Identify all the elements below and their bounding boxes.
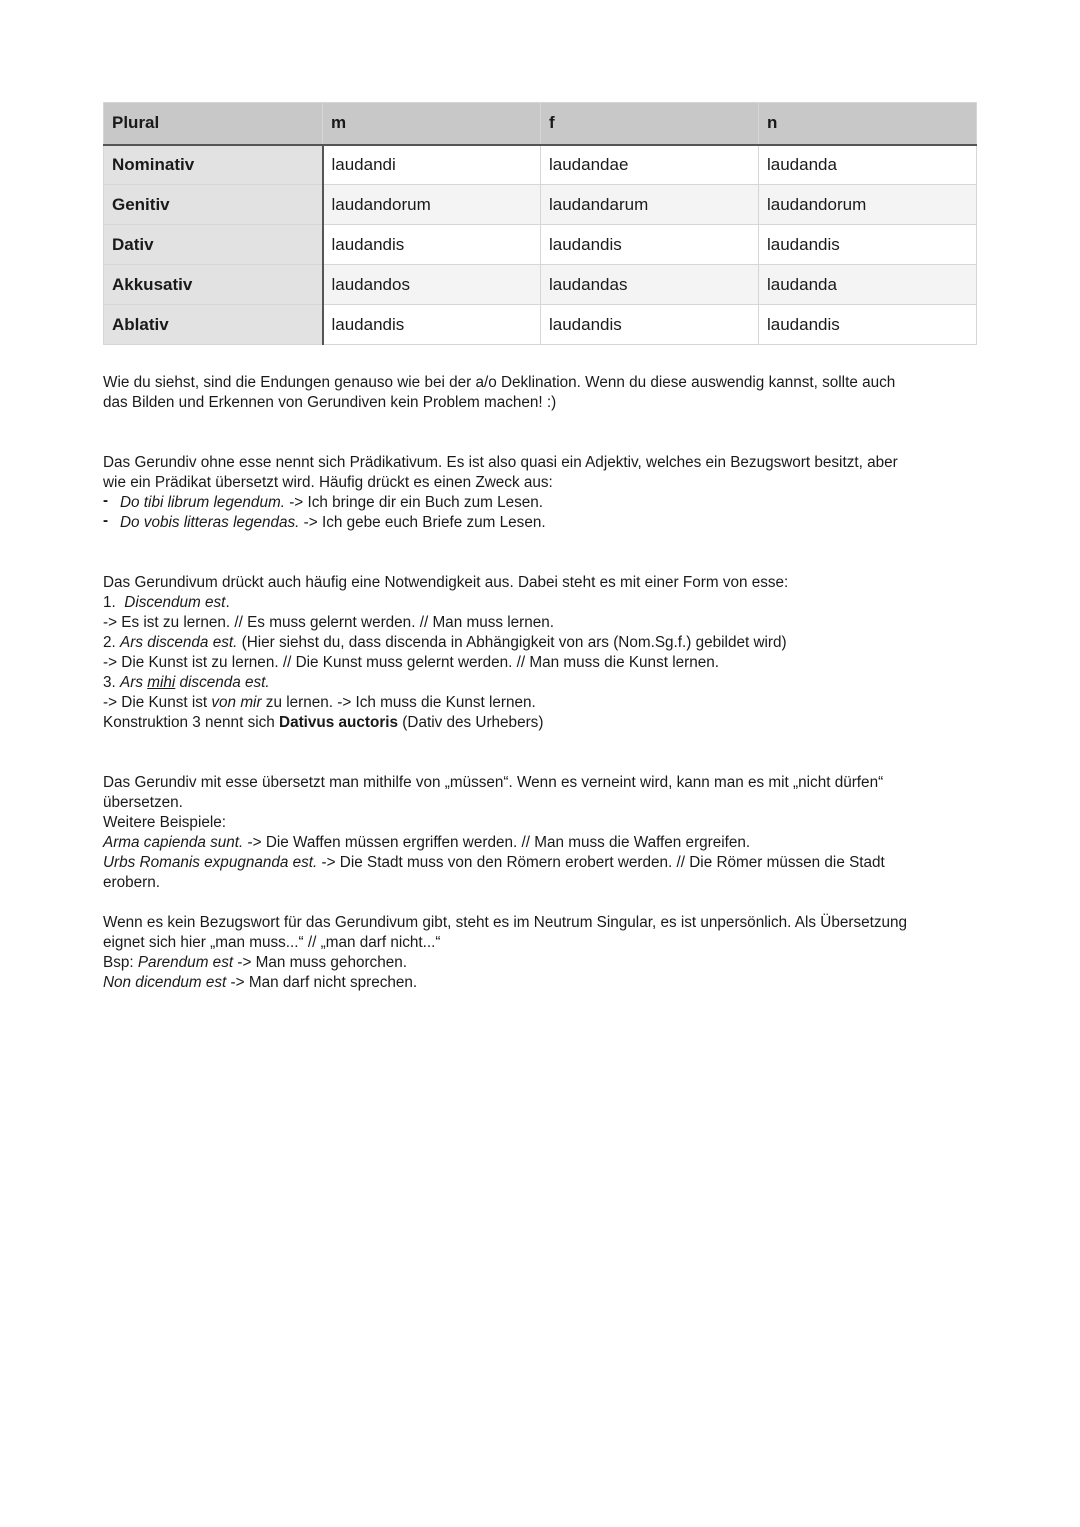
- list-number: 1.: [103, 594, 125, 611]
- label: Bsp:: [103, 954, 138, 971]
- note: (Hier siehst du, dass discenda in Abhängigkeit von ars (Nom.Sg.f.) gebildet wird): [237, 634, 787, 651]
- text-line: Das Gerundiv mit esse übersetzt man mithilfe von „müssen“. Wenn es verneint wird, kann man es mit „nicht dürfen“: [103, 774, 884, 791]
- row-case-label: Ablativ: [104, 305, 323, 345]
- text-line: Das Gerundiv ohne esse nennt sich Prädikativum. Es ist also quasi ein Adjektiv, welches ein Bezugswort besitzt, aber: [103, 454, 898, 471]
- text-line: übersetzen.: [103, 794, 183, 811]
- text-line: -> Die Kunst ist zu lernen. // Die Kunst muss gelernt werden. // Man muss die Kunst lernen.: [103, 654, 719, 671]
- text-line: Wenn es kein Bezugswort für das Gerundivum gibt, steht es im Neutrum Singular, es ist unpersönlich. Als Übersetzung: [103, 914, 908, 931]
- latin-phrase: Parendum est: [137, 954, 234, 971]
- text-line: eignet sich hier „man muss...“ // „man darf nicht...“: [103, 934, 441, 951]
- example-item: [103, 493, 983, 513]
- table-row: [104, 265, 977, 305]
- table-cell: laudanda: [759, 265, 977, 305]
- table-cell: laudandi: [323, 145, 541, 185]
- table-cell: laudandis: [323, 305, 541, 345]
- numbered-example: [103, 593, 983, 613]
- latin-phrase: Discendum est: [124, 594, 226, 611]
- numbered-example: [103, 673, 983, 693]
- example-line: [103, 953, 983, 973]
- latin-phrase: Arma capienda sunt.: [103, 834, 244, 851]
- list-number: 3.: [103, 674, 121, 691]
- paragraph-muessen: [103, 773, 983, 893]
- table-cell: laudandos: [323, 265, 541, 305]
- text-line: -> Es ist zu lernen. // Es muss gelernt werden. // Man muss lernen.: [103, 614, 555, 631]
- table-cell: laudandis: [759, 225, 977, 265]
- text-line: das Bilden und Erkennen von Gerundiven kein Problem machen! :): [103, 394, 557, 411]
- table-cell: laudandorum: [323, 185, 541, 225]
- row-case-label: Akkusativ: [104, 265, 323, 305]
- emphasis: von mir: [211, 694, 262, 711]
- example-line: [103, 833, 983, 853]
- punctuation: .: [225, 594, 230, 611]
- table-row: [104, 305, 977, 345]
- latin-phrase: Do vobis litteras legendas.: [120, 514, 300, 531]
- header-cell-f: f: [541, 103, 759, 145]
- table-cell: laudandis: [759, 305, 977, 345]
- table-row: [104, 225, 977, 265]
- table-cell: laudandis: [541, 305, 759, 345]
- latin-word-underlined: mihi: [147, 674, 176, 691]
- translation: -> Man darf nicht sprechen.: [226, 974, 418, 991]
- table-cell: laudandarum: [541, 185, 759, 225]
- example-line: [103, 853, 983, 873]
- header-cell-m: m: [323, 103, 541, 145]
- row-case-label: Dativ: [104, 225, 323, 265]
- text-line: [103, 693, 983, 713]
- example-item: [103, 513, 983, 533]
- declension-table: [103, 102, 977, 345]
- table-row: [104, 185, 977, 225]
- text-line: Das Gerundivum drückt auch häufig eine Notwendigkeit aus. Dabei steht es mit einer Form von esse:: [103, 574, 789, 591]
- table-cell: laudandis: [323, 225, 541, 265]
- table-cell: laudandas: [541, 265, 759, 305]
- text-line: [103, 713, 983, 733]
- translation: -> Die Waffen müssen ergriffen werden. // Man muss die Waffen ergreifen.: [243, 834, 751, 851]
- table-cell: laudandorum: [759, 185, 977, 225]
- translation: -> Ich bringe dir ein Buch zum Lesen.: [284, 494, 544, 511]
- latin-phrase: Ars discenda est.: [120, 634, 238, 651]
- text-line: erobern.: [103, 874, 160, 891]
- text-line: wie ein Prädikat übersetzt wird. Häufig drückt es einen Zweck aus:: [103, 474, 553, 491]
- latin-phrase: Urbs Romanis expugnanda est.: [103, 854, 318, 871]
- translation: -> Die Kunst ist: [103, 694, 212, 711]
- latin-phrase: Non dicendum est: [103, 974, 227, 991]
- term-bold: Dativus auctoris: [279, 714, 399, 731]
- example-line: [103, 973, 983, 993]
- translation: -> Die Stadt muss von den Römern erobert werden. // Die Römer müssen die Stadt: [317, 854, 885, 871]
- row-case-label: Genitiv: [104, 185, 323, 225]
- table-cell: laudandae: [541, 145, 759, 185]
- paragraph-praedikativum: [103, 453, 983, 533]
- latin-phrase: [120, 674, 270, 691]
- row-case-label: Nominativ: [104, 145, 323, 185]
- text-line: Wie du siehst, sind die Endungen genauso wie bei der a/o Deklination. Wenn du diese auswendig kannst, sollte auch: [103, 374, 896, 391]
- paragraph-unpersoenlich: [103, 913, 983, 993]
- latin-word: Ars: [120, 674, 148, 691]
- table-cell: laudanda: [759, 145, 977, 185]
- text: Konstruktion 3 nennt sich: [103, 714, 280, 731]
- numbered-example: [103, 633, 983, 653]
- text-line: Weitere Beispiele:: [103, 814, 227, 831]
- header-cell-n: n: [759, 103, 977, 145]
- translation: zu lernen. -> Ich muss die Kunst lernen.: [261, 694, 536, 711]
- paragraph-notwendigkeit: [103, 573, 983, 733]
- text: (Dativ des Urhebers): [398, 714, 544, 731]
- latin-phrase: Do tibi librum legendum.: [120, 494, 285, 511]
- table-row: [104, 145, 977, 185]
- translation: -> Ich gebe euch Briefe zum Lesen.: [299, 514, 546, 531]
- declension-table-wrapper: [103, 102, 978, 345]
- list-number: 2.: [103, 634, 121, 651]
- header-cell-plural: Plural: [104, 103, 323, 145]
- latin-word: discenda est.: [175, 674, 270, 691]
- paragraph-endings: [103, 373, 983, 413]
- table-header-row: [104, 103, 977, 145]
- translation: -> Man muss gehorchen.: [233, 954, 407, 971]
- table-cell: laudandis: [541, 225, 759, 265]
